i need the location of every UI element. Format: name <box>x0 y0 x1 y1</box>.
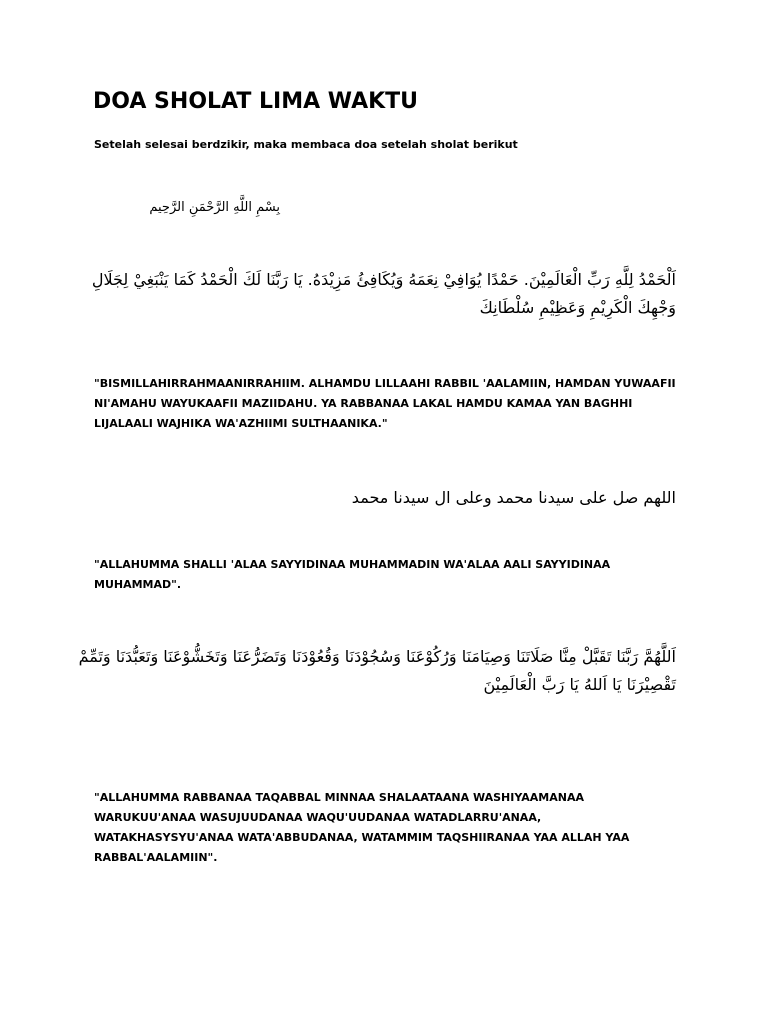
arabic-prayer-1: اَلْحَمْدُ لِلَّهِ رَبِّ الْعَالَمِيْنَ. حَمْدًا يُوَافِيْ نِعَمَهُ وَيُكَافِئُ مَزِيْدَهُ. يَا رَبَّنَا لَكَ الْحَمْدُ كَمَا يَنْبَغِيْ لِجَلَالِ وَجْهِكَ الْكَرِيْمِ وَعَظِيْمِ سُلْطَانِكَ <box>91 270 676 317</box>
arabic-prayer-3: اَللَّهُمَّ رَبَّنَا تَقَبَّلْ مِنَّا صَلَاتَنَا وَصِيَامَنَا وَرُكُوْعَنَا وَسُجُوْدَنَا وَقُعُوْدَنَا وَتَضَرُّعَنَا وَتَخَشُّوْعَنَا وَتَعَبُّدَنَا وَتَمِّمْ تَقْصِيْرَنَا يَا اَللهُ يَا رَبَّ الْعَالَمِيْنَ <box>78 647 676 694</box>
page-title: DOA SHOLAT LIMA WAKTU <box>93 89 419 114</box>
transliteration-1: "BISMILLAHIRRAHMAANIRRAHIIM. ALHAMDU LILLAAHI RABBIL 'AALAMIIN, HAMDAN YUWAAFII NI'AMAHU WAYUKAAFII MAZIIDAHU. YA RABBANAA LAKAL HAMDU KAMAA YAN BAGHHI LIJALAALI WAJHIKA WA'AZHIIMI SULTHAANIKA." <box>94 377 676 430</box>
transliteration-2: "ALLAHUMMA SHALLI 'ALAA SAYYIDINAA MUHAMMADIN WA'ALAA AALI SAYYIDINAA MUHAMMAD". <box>94 558 611 591</box>
transliteration-3: "ALLAHUMMA RABBANAA TAQABBAL MINNAA SHALAATAANA WASHIYAAMANAA WARUKUU'ANAA WASUJUUDANAA WAQU'UUDANAA WATADLARRU'ANAA, WATAKHASYSYU'ANAA WATA'ABBUDANAA, WATAMMIM TAQSHIIRANAA YAA ALLAH YAA RABBAL'AALAMIIN". <box>94 791 630 864</box>
page-subtitle: Setelah selesai berdzikir, maka membaca doa setelah sholat berikut <box>94 138 518 151</box>
bismillah-arabic: بِسْمِ اللَّهِ الرَّحْمَنِ الرَّحِيم <box>149 200 280 215</box>
arabic-prayer-2: اللهم صل على سيدنا محمد وعلى ال سيدنا محمد <box>351 488 676 507</box>
